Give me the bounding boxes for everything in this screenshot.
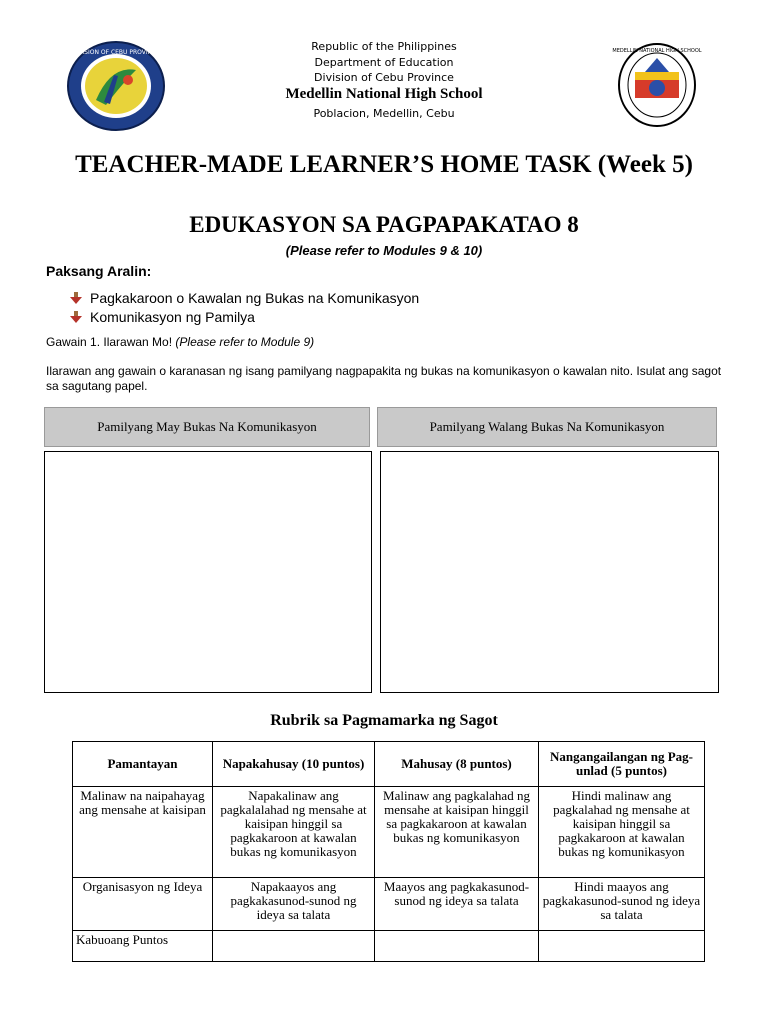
answer-box-may-bukas[interactable] bbox=[44, 451, 372, 693]
modules-reference: (Please refer to Modules 9 & 10) bbox=[285, 243, 483, 258]
table-row bbox=[73, 931, 705, 962]
header-division: Division of Cebu Province bbox=[314, 71, 454, 84]
topic-label: Komunikasyon ng Pamilya bbox=[90, 309, 255, 325]
column-header-may-bukas: Pamilyang May Bukas Na Komunikasyon bbox=[44, 407, 370, 447]
paksang-aralin-label: Paksang Aralin: bbox=[46, 263, 152, 279]
answer-box-walang-bukas[interactable] bbox=[380, 451, 719, 693]
subject-title: EDUKASYON SA PAGPAPAKATAO 8 bbox=[189, 212, 579, 237]
topic-item bbox=[70, 290, 419, 306]
arrow-down-bullet-icon bbox=[70, 292, 82, 304]
gawain-label: Gawain 1. Ilarawan Mo! bbox=[46, 335, 173, 349]
rubric-table bbox=[72, 741, 705, 962]
rubric-cell: Napakaayos ang pagkakasunod-sunod ng ideya sa talata bbox=[213, 878, 375, 931]
header-department: Department of Education bbox=[314, 56, 454, 69]
gawain-heading bbox=[46, 335, 314, 349]
rubric-header-pamantayan: Pamantayan bbox=[73, 742, 213, 787]
rubric-header-nangangailangan: Nangangailangan ng Pag-unlad (5 puntos) bbox=[539, 742, 705, 787]
rubric-header-napakahusay: Napakahusay (10 puntos) bbox=[213, 742, 375, 787]
page-title: TEACHER-MADE LEARNER’S HOME TASK (Week 5) bbox=[75, 151, 693, 178]
table-row bbox=[73, 787, 705, 878]
rubric-cell: Malinaw ang pagkalahad ng mensahe at kaisipan hinggil sa pagkakaroon at kawalan bukas ng komunikasyon bbox=[375, 787, 539, 878]
rubric-header-mahusay: Mahusay (8 puntos) bbox=[375, 742, 539, 787]
rubric-cell: Organisasyon ng Ideya bbox=[73, 878, 213, 931]
gawain-module-reference: (Please refer to Module 9) bbox=[175, 335, 315, 349]
header-republic: Republic of the Philippines bbox=[311, 40, 457, 53]
rubric-cell: Hindi malinaw ang pagkalahad ng mensahe at kaisipan hinggil sa pagkakaroon at kawalan bukas ng komunikasyon bbox=[539, 787, 705, 878]
svg-text:DIVISION OF CEBU PROVINCE: DIVISION OF CEBU PROVINCE bbox=[71, 49, 161, 56]
header-school-name: Medellin National High School bbox=[285, 86, 483, 102]
arrow-down-bullet-icon bbox=[70, 311, 82, 323]
header-address: Poblacion, Medellin, Cebu bbox=[313, 107, 455, 120]
gawain-instruction: Ilarawan ang gawain o karanasan ng isang pamilyang nagpapakita ng bukas na komunikasyon o kawalan nito. Isulat ang sagot sa sagutang papel. bbox=[46, 364, 722, 393]
rubric-cell: Malinaw na naipahayag ang mensahe at kaisipan bbox=[73, 787, 213, 878]
rubric-cell[interactable] bbox=[375, 931, 539, 962]
rubric-cell: Napakalinaw ang pagkalalahad ng mensahe at kaisipan hinggil sa pagkakaroon at kawalan bukas ng komunikasyon bbox=[213, 787, 375, 878]
rubric-cell: Kabuoang Puntos bbox=[73, 931, 213, 962]
topic-label: Pagkakaroon o Kawalan ng Bukas na Komunikasyon bbox=[90, 290, 420, 306]
rubric-cell: Maayos ang pagkakasunod-sunod ng ideya sa talata bbox=[375, 878, 539, 931]
rubric-header-row bbox=[73, 742, 705, 787]
rubric-cell: Hindi maayos ang pagkakasunod-sunod ng ideya sa talata bbox=[539, 878, 705, 931]
topic-item bbox=[70, 309, 255, 325]
rubric-cell[interactable] bbox=[213, 931, 375, 962]
table-row bbox=[73, 878, 705, 931]
rubric-cell[interactable] bbox=[539, 931, 705, 962]
rubric-title: Rubrik sa Pagmamarka ng Sagot bbox=[270, 712, 498, 729]
column-header-walang-bukas: Pamilyang Walang Bukas Na Komunikasyon bbox=[377, 407, 717, 447]
svg-text:MEDELLIN NATIONAL HIGH SCHOOL: MEDELLIN NATIONAL HIGH SCHOOL bbox=[612, 48, 702, 54]
